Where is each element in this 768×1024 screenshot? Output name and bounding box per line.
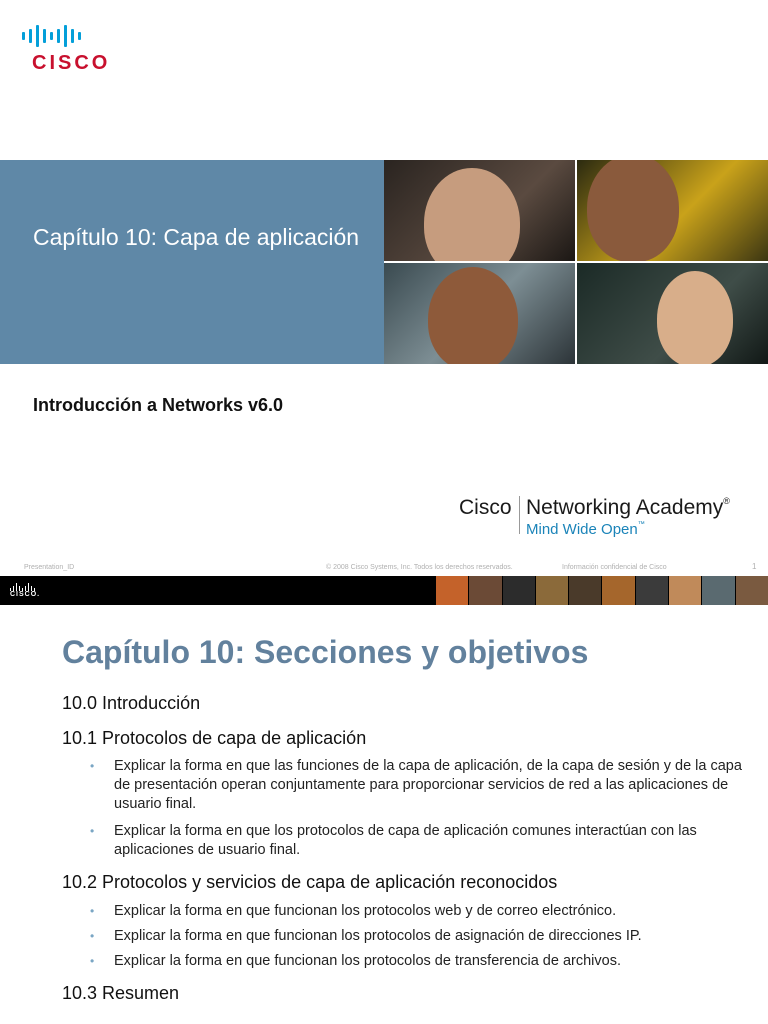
photo-student-2 xyxy=(577,160,768,261)
bullet-item: • Explicar la forma en que funcionan los protocolos de transferencia de archivos. xyxy=(90,953,621,969)
slide-header-bar xyxy=(0,576,768,605)
cisco-bars-icon-small xyxy=(10,582,44,591)
cisco-bars-icon xyxy=(22,22,118,50)
section-heading: 10.1 Protocolos de capa de aplicación xyxy=(62,728,367,748)
slide-title: Capítulo 10: Secciones y objetivos xyxy=(62,634,589,670)
bullet-icon: • xyxy=(90,929,95,943)
course-subtitle: Introducción a Networks v6.0 xyxy=(33,395,284,415)
cisco-logo xyxy=(22,22,118,78)
academy-tagline: Mind Wide Open™ xyxy=(526,521,645,538)
bullet-icon: • xyxy=(90,904,95,918)
section-heading: 10.0 Introducción xyxy=(62,693,201,713)
title-banner xyxy=(0,160,384,364)
bullet-item: • Explicar la forma en que funcionan los protocolos web y de correo electrónico. xyxy=(90,903,617,919)
bullet-item: • Explicar la forma en que funcionan los protocolos de asignación de direcciones IP. xyxy=(90,928,642,944)
bullet-item: • Explicar la forma en que los protocolos de capa de aplicación comunes interactúan con las aplicaciones de usuario final. xyxy=(90,823,697,858)
bullet-icon: • xyxy=(90,824,95,838)
cisco-wordmark: CISCO xyxy=(32,52,111,74)
footer-presentation-id: Presentation_ID xyxy=(24,564,75,571)
cisco-wordmark-small: CISCO. xyxy=(10,591,41,598)
networking-academy-logo xyxy=(459,494,759,544)
section-heading: 10.2 Protocolos y servicios de capa de aplicación reconocidos xyxy=(62,872,558,892)
photo-student-4 xyxy=(577,263,768,364)
photo-student-1 xyxy=(384,160,575,261)
student-photos xyxy=(384,160,768,364)
academy-cisco-word: Cisco xyxy=(459,496,512,519)
cisco-logo-small xyxy=(10,582,44,600)
photo-student-3 xyxy=(384,263,575,364)
footer-confidential: Información confidencial de Cisco xyxy=(562,564,667,571)
bullet-item: • Explicar la forma en que las funciones de la capa de aplicación, de la capa de sesión y de la capa de presentación operan conjuntamente para proporcionar servicios de red a las aplicaciones de usuario final. xyxy=(90,758,742,812)
section-heading: 10.3 Resumen xyxy=(62,983,180,1003)
objectives-slide xyxy=(0,576,768,1024)
page-number: 1 xyxy=(752,562,757,571)
footer-copyright: © 2008 Cisco Systems, Inc. Todos los derechos reservados. xyxy=(326,564,513,571)
academy-name: Networking Academy® xyxy=(526,496,730,519)
bullet-icon: • xyxy=(90,954,95,968)
bullet-icon: • xyxy=(90,759,95,773)
academy-divider xyxy=(519,496,520,534)
chapter-title: Capítulo 10: Capa de aplicación xyxy=(33,224,360,250)
photo-strip xyxy=(436,576,768,605)
